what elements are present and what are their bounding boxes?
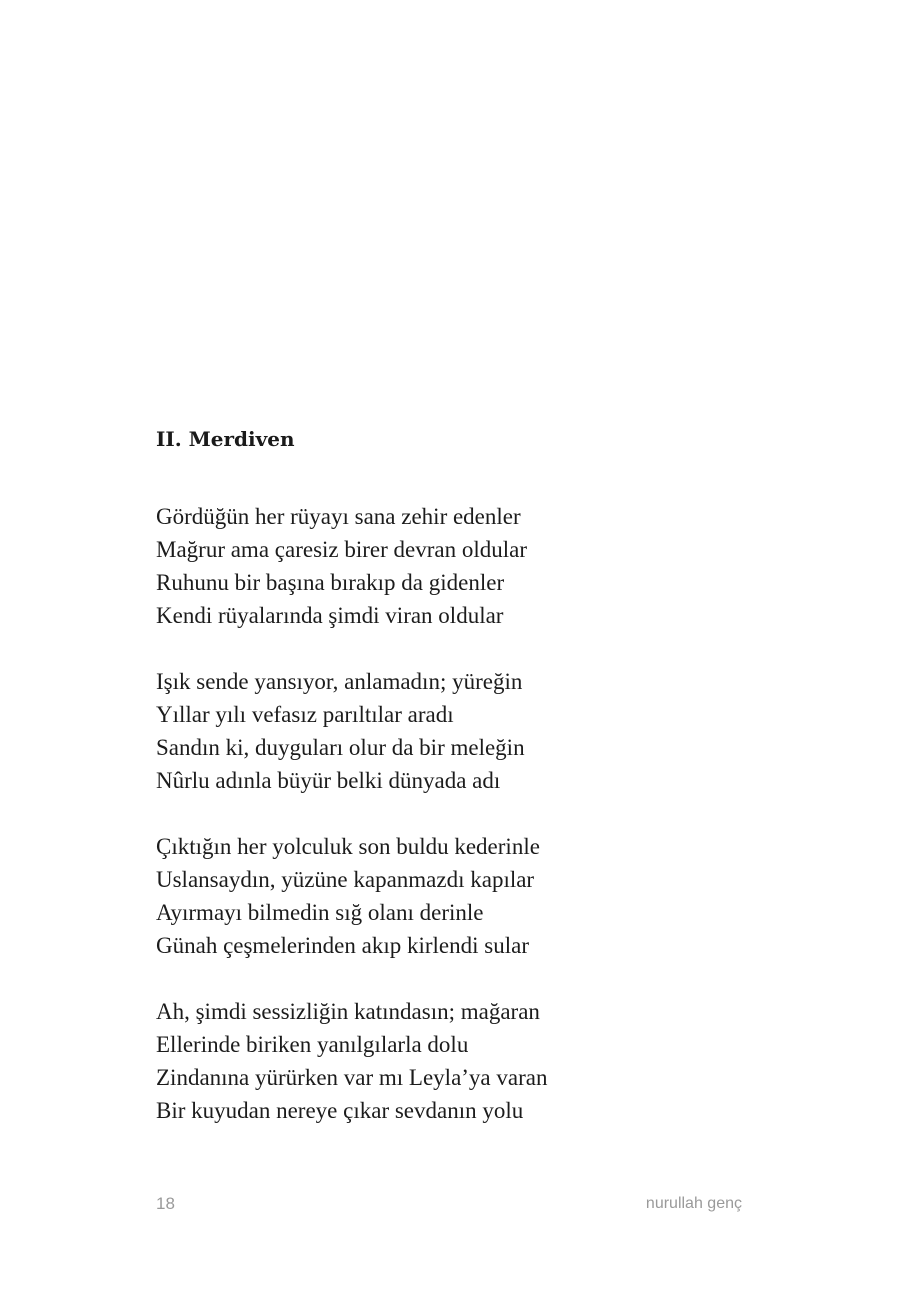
poem-line: Ayırmayı bilmedin sığ olanı derinle — [156, 900, 484, 925]
poem-line: Işık sende yansıyor, anlamadın; yüreğin — [156, 669, 523, 694]
poem-line: Zindanına yürürken var mı Leyla’ya varan — [156, 1065, 548, 1090]
poem-line: Kendi rüyalarında şimdi viran oldular — [156, 603, 504, 628]
stanza-4 — [156, 995, 756, 1127]
stanza-2 — [156, 665, 756, 797]
poem-line: Yıllar yılı vefasız parıltılar aradı — [156, 702, 454, 727]
poem-line: Ah, şimdi sessizliğin katındasın; mağaran — [156, 999, 540, 1024]
poem-line: Sandın ki, duyguları olur da bir meleğin — [156, 735, 525, 760]
poem-line: Bir kuyudan nereye çıkar sevdanın yolu — [156, 1098, 524, 1123]
poem-line: Ruhunu bir başına bırakıp da gidenler — [156, 570, 505, 595]
poem-line: Nûrlu adınla büyür belki dünyada adı — [156, 768, 501, 793]
poem-line: Ellerinde biriken yanılgılarla dolu — [156, 1032, 469, 1057]
poem-line: Çıktığın her yolculuk son buldu kederinle — [156, 834, 540, 859]
poem-line: Mağrur ama çaresiz birer devran oldular — [156, 537, 528, 562]
poem-body — [156, 500, 756, 1160]
stanza-3 — [156, 830, 756, 962]
poem-title: II. Merdiven — [156, 427, 295, 451]
running-footer-author: nurullah genç — [645, 1195, 742, 1212]
poem-line: Uslansaydın, yüzüne kapanmazdı kapılar — [156, 867, 535, 892]
poem-line: Gördüğün her rüyayı sana zehir edenler — [156, 504, 521, 529]
page-number: 18 — [156, 1194, 175, 1213]
poem-line: Günah çeşmelerinden akıp kirlendi sular — [156, 933, 529, 958]
stanza-1 — [156, 500, 756, 632]
